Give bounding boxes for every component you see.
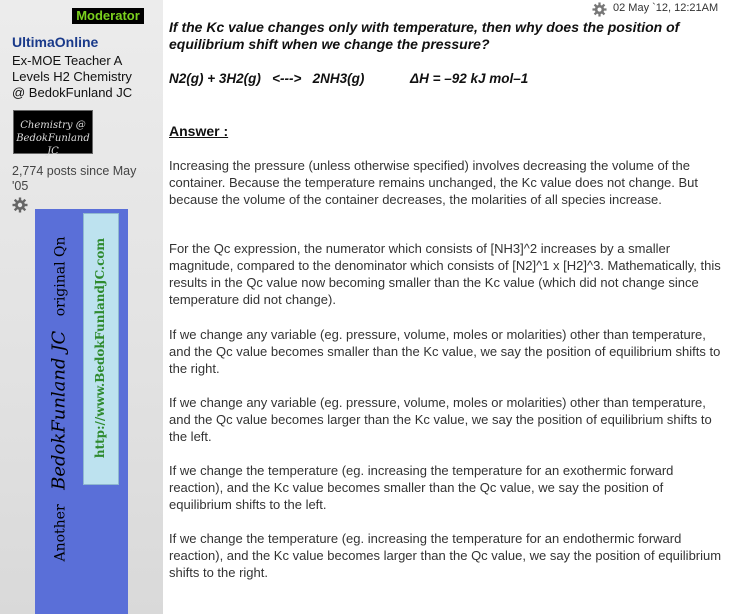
post-question: If the Kc value changes only with temperature, then why does the position of equilibrium shift when we change the pressure? [169, 19, 680, 52]
banner-caption [49, 236, 70, 561]
banner-url-link[interactable]: http://www.BedokFunlandJC.com [93, 237, 107, 459]
username-link[interactable]: UltimaOnline [12, 34, 99, 50]
post-count: 2,774 posts since May '05 [12, 164, 137, 193]
answer-paragraph: If we change any variable (eg. pressure, volume, moles or molarities) other than temperature, and the Qc value becomes smaller than the Kc value, we say the position of equilibrium shifts to the right. [169, 327, 721, 376]
gear-icon[interactable] [12, 197, 28, 213]
banner-brand: BedokFunland JC [48, 330, 70, 490]
user-title: Ex-MOE Teacher A Levels H2 Chemistry @ BedokFunland JC [12, 53, 133, 100]
answer-heading: Answer : [169, 123, 229, 139]
chemical-equation: N2(g) + 3H2(g) <---> 2NH3(g) [169, 71, 365, 86]
user-avatar-logo: Chemistry @ BedokFunland JC [13, 110, 93, 154]
moderator-badge: Moderator [72, 8, 144, 24]
answer-paragraph: Increasing the pressure (unless otherwise specified) involves decreasing the volume of the container. Because the temperature remains unchanged, the Kc value does not change. But because the volume of the container decreases, the molarities of all species increase. [169, 158, 699, 207]
answer-paragraph: If we change the temperature (eg. increasing the temperature for an exothermic forward reaction), and the Kc value becomes smaller than the Qc value, we say the position of equilibrium shifts to the left. [169, 463, 674, 512]
signature-banner [35, 209, 128, 614]
banner-suffix: original Qn [52, 236, 69, 317]
user-sidebar [0, 0, 163, 614]
answer-paragraph: If we change any variable (eg. pressure, volume, moles or molarities) other than temperature, and the Qc value becomes larger than the Kc value, we say the position of equilibrium shifts to the left. [169, 395, 712, 444]
answer-paragraph: For the Qc expression, the numerator which consists of [NH3]^2 increases by a smaller magnitude, compared to the denominator which consists of [N2]^1 x [H2]^3. Mathematically, this results in the Qc value now becoming smaller than the Kc value (which did not change since temperature did not change). [169, 241, 721, 307]
banner-prefix: Another [52, 504, 69, 562]
answer-paragraph: If we change the temperature (eg. increasing the temperature for an endothermic forward reaction), and the Kc value becomes larger than the Qc value, we say the position of equilibrium shifts to the right. [169, 531, 722, 580]
gear-icon[interactable] [592, 2, 607, 17]
enthalpy-change: ΔH = –92 kJ mol–1 [410, 71, 529, 86]
post-timestamp: 02 May `12, 12:21AM [613, 2, 719, 14]
